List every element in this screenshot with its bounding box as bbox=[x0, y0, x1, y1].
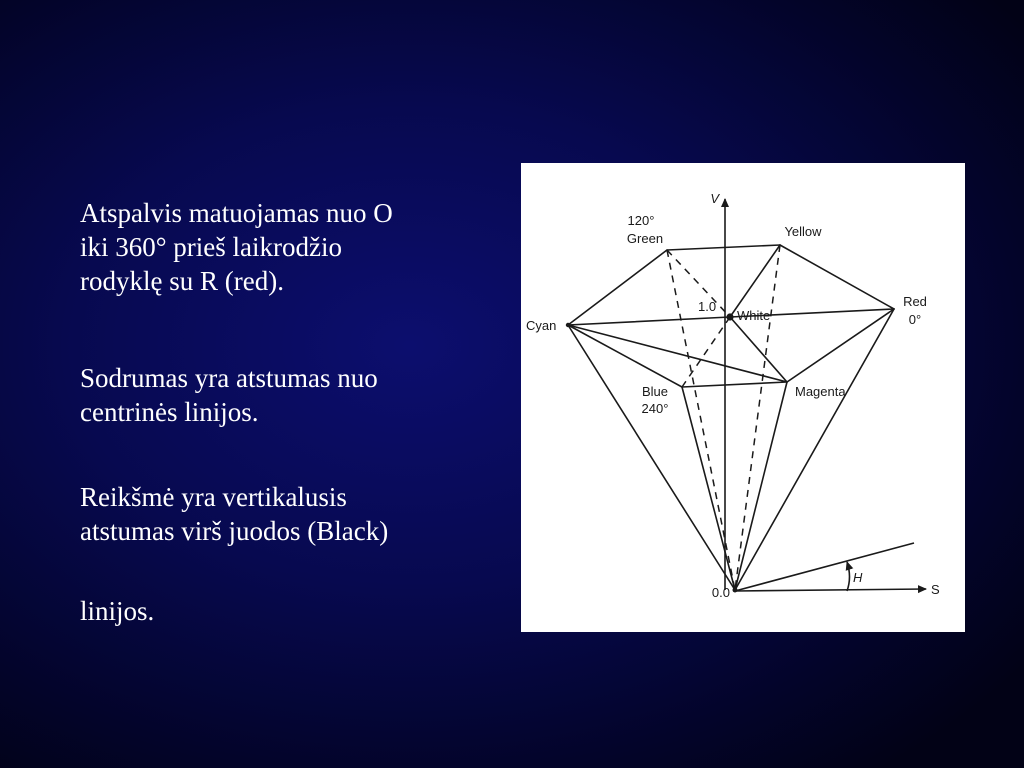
white-point bbox=[726, 313, 733, 320]
hsv-hexcone-diagram bbox=[521, 163, 965, 632]
white-label: White bbox=[737, 308, 771, 323]
cone-blue-black bbox=[682, 387, 735, 590]
yellow-label: Yellow bbox=[784, 224, 822, 239]
edge-cyan-green bbox=[568, 250, 667, 325]
edge-green-yellow bbox=[667, 245, 780, 250]
cone-red-black bbox=[735, 309, 894, 590]
hidden-edge-yellow-black bbox=[735, 245, 780, 590]
hue-description: Atspalvis matuojamas nuo O iki 360° prieš laikrodžio rodyklę su R (red). bbox=[80, 198, 393, 296]
green-angle-label: 120° bbox=[627, 213, 655, 228]
spoke-cyan-magenta bbox=[568, 325, 787, 382]
red-label: Red bbox=[903, 294, 927, 309]
magenta-label: Magenta bbox=[795, 384, 846, 399]
blue-angle-label: 240° bbox=[641, 401, 669, 416]
spoke-white-magenta bbox=[730, 317, 787, 382]
green-label: Green bbox=[626, 231, 664, 246]
hidden-edge-white-blue bbox=[682, 317, 730, 387]
cone-magenta-black bbox=[735, 382, 787, 590]
black-point bbox=[733, 588, 738, 593]
cyan-label: Cyan bbox=[526, 318, 557, 333]
white-value-label: 1.0 bbox=[698, 299, 717, 314]
edge-yellow-red bbox=[780, 245, 894, 309]
cyan-point bbox=[566, 323, 570, 327]
saturation-axis-label: S bbox=[931, 582, 940, 597]
hue-reference-line bbox=[735, 543, 914, 591]
spoke-white-yellow bbox=[730, 245, 780, 317]
red-angle-label: 0° bbox=[908, 312, 922, 327]
edge-blue-cyan bbox=[568, 325, 682, 387]
hue-angle-arc bbox=[847, 562, 850, 591]
value-description: Reikšmė yra vertikalusis atstumas virš juodos (Black) bbox=[80, 482, 389, 546]
cone-cyan-black bbox=[568, 325, 735, 590]
value-axis-label: V bbox=[710, 191, 719, 206]
hue-angle-label: H bbox=[853, 570, 863, 585]
edge-red-magenta bbox=[787, 309, 894, 382]
edge-magenta-blue bbox=[682, 382, 787, 387]
spoke-cyan-white bbox=[568, 317, 730, 325]
saturation-axis bbox=[735, 589, 926, 591]
saturation-description: Sodrumas yra atstumas nuo centrinės linijos. bbox=[80, 363, 378, 427]
black-value-label: 0.0 bbox=[711, 585, 730, 600]
blue-label: Blue bbox=[641, 384, 669, 399]
value-description-end: linijos. bbox=[80, 596, 155, 626]
